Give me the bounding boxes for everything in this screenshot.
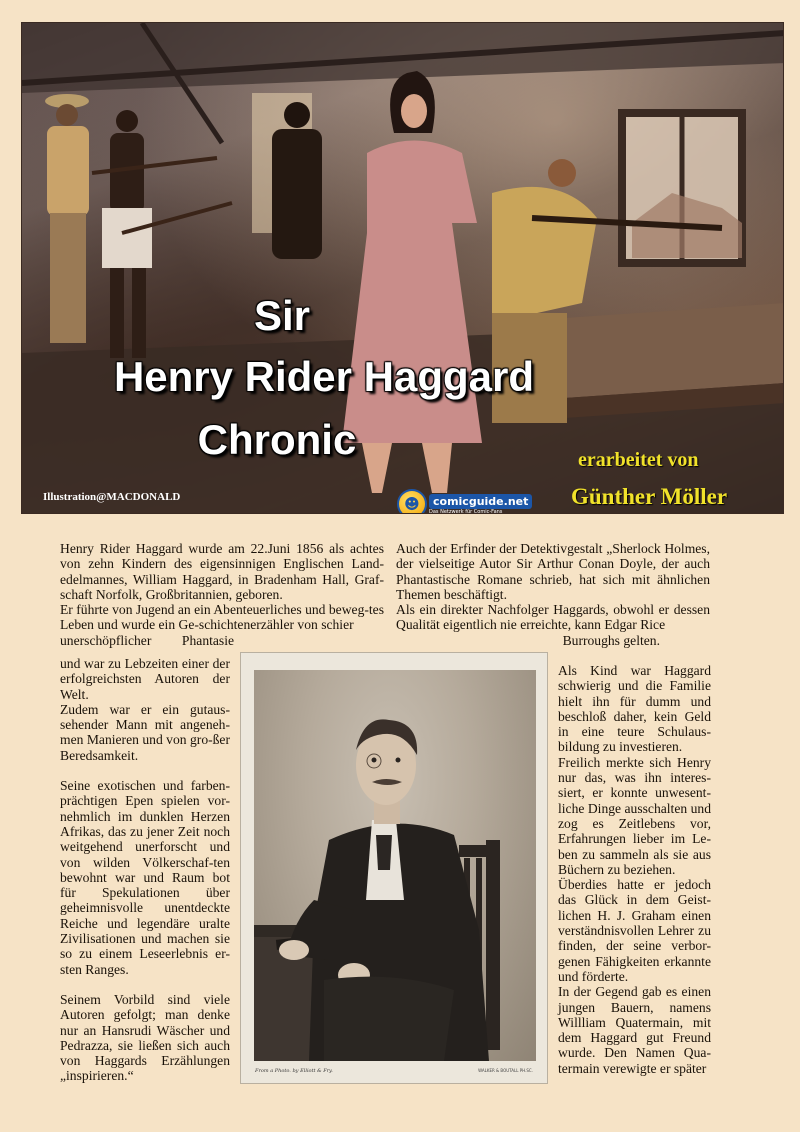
photo-caption: From a Photo. by Elliott & Fry. <box>255 1068 333 1074</box>
title-line-3: Chronic <box>197 416 357 463</box>
paragraph: In der Gegend gab es einen jungen Bauern, namens Willliam Quatermain, mit dem Haggard gut Freund wurde. Den Namen Qua-termain verewigte er später <box>558 984 711 1076</box>
title-line-1: Sir <box>253 292 311 339</box>
paragraph: Freilich merkte sich Henry nur das, was ihn interes-siert, er konnte unwesent-liche Dinge ausschalten und zog es Zeitlebens vor, Erfahrungen lieber im Le-ben zu sammeln als sie aus Büchern zu beziehen. <box>558 754 711 877</box>
paragraph: Als Kind war Haggard schwierig und die Familie hielt ihn für dumm und beschloß daher, kein Geld in eine teure Schulaus-bildung zu investieren. <box>558 663 711 755</box>
paragraph: Zudem war er ein gutaus-sehender Mann mit angeneh-men Manieren und von gro-ßer Beredsamkeit. <box>60 701 230 763</box>
paragraph: unerschöpflicher Phantasie <box>60 632 235 648</box>
header-illustration <box>21 22 784 514</box>
paragraph: Überdies hatte er jedoch das Glück in dem Geist-lichen H. J. Graham einen verständnisvollen Lehrer zu finden, der seine verbor-genen Fähigkeiten erkannte und förderte. <box>558 877 711 984</box>
comicguide-logo[interactable] <box>397 488 532 514</box>
paragraph: und war zu Lebzeiten einer der erfolgreichsten Autoren der Welt. <box>60 656 230 702</box>
credit-label: erarbeitet von <box>578 449 699 471</box>
credit-author: Günther Möller <box>571 484 728 509</box>
paragraph: Er führte von Jugend an ein Abenteuerliches und beweg-tes Leben und wurde ein Ge-schichtenerzähler von schier <box>60 602 384 633</box>
portrait-photo <box>254 670 536 1061</box>
portrait-photo-frame <box>240 652 548 1084</box>
paragraph: Henry Rider Haggard wurde am 22.Juni 1856 als achtes von zehn Kindern des eigensinnigen Englischen Land-edelmannes, William Haggard, in Bradenham Hall, Graf-schaft Norfolk, Großbritannien, geboren. <box>60 541 384 602</box>
logo-tagline: Das Netzwerk für Comic-Fans <box>429 508 503 514</box>
article-right-top <box>396 541 710 648</box>
title-line-2: Henry Rider Haggard <box>113 353 535 400</box>
paragraph: Seinem Vorbild sind viele Autoren gefolgt; man denke nur an Hansrudi Wäscher und Pedrazza, sie ließen sich auch von Haggards Erzählungen „inspirieren.“ <box>60 991 230 1084</box>
logo-name: comicguide.net <box>429 494 532 509</box>
paragraph: Auch der Erfinder der Detektivgestalt „Sherlock Holmes, der vielseitige Autor Sir Arthur Conan Doyle, der auch Phantastische Romane schrieb, hat sich mit ähnlichen Themen beschäftigt. <box>396 541 710 602</box>
paragraph: Als ein direkter Nachfolger Haggards, obwohl er dessen Qualität eigentlich nie erreichte, kann Edgar Rice <box>396 602 710 633</box>
portrait-figure <box>254 670 536 1061</box>
article-right-column <box>558 663 711 1076</box>
photo-engraver-credit: WALKER & BOUTALL PH.SC. <box>478 1068 533 1073</box>
paragraph: Seine exotischen und farben-prächtigen Epen spielen vor-nehmlich im dunklen Herzen Afrikas, das zu jener Zeit noch weitgehend unerforscht und von wilden Völkerschaf-ten bewohnt war und Raum bot für Spekulationen über geheimnisvolle unentdeckte Reiche und legendäre uralte Zivilisationen und machen sie so zu einem Leseerlebnis er-sten Ranges. <box>60 778 230 977</box>
paragraph: Burroughs gelten. <box>562 632 660 648</box>
article-left-top <box>60 541 384 648</box>
article-left-column <box>60 656 230 1084</box>
illustration-credit: Illustration@MACDONALD <box>43 491 181 503</box>
mascot-icon: ☻ <box>397 489 427 514</box>
